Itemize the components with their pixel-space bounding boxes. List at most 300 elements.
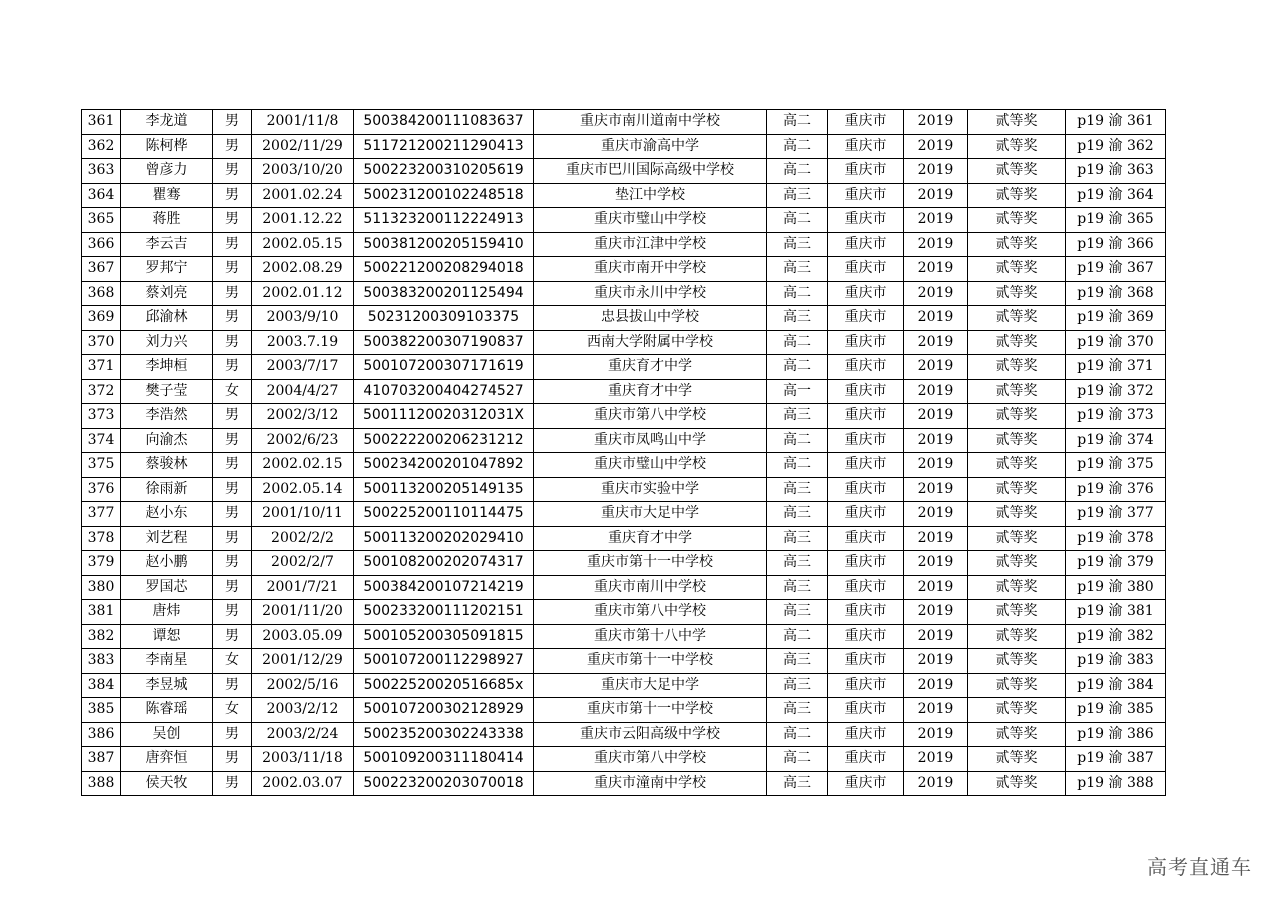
id-number-cell: 500107200302128929 — [354, 698, 534, 723]
city-cell: 重庆市 — [828, 330, 904, 355]
year-cell: 2019 — [904, 379, 968, 404]
birth-date-cell: 2003/7/17 — [252, 355, 354, 380]
year-cell: 2019 — [904, 649, 968, 674]
gender-cell: 男 — [213, 134, 252, 159]
grade-cell: 高三 — [767, 771, 828, 796]
gender-cell: 男 — [213, 502, 252, 527]
table-row — [82, 575, 1166, 600]
birth-date-cell: 2003.05.09 — [252, 624, 354, 649]
student-name-cell: 樊子莹 — [121, 379, 213, 404]
birth-date-cell: 2001.12.22 — [252, 208, 354, 233]
table-row — [82, 649, 1166, 674]
grade-cell: 高二 — [767, 110, 828, 135]
id-number-cell: 410703200404274527 — [354, 379, 534, 404]
certificate-id-cell: p19 渝 378 — [1066, 526, 1166, 551]
certificate-id-cell: p19 渝 363 — [1066, 159, 1166, 184]
school-name-cell: 重庆市潼南中学校 — [534, 771, 767, 796]
gender-cell: 男 — [213, 110, 252, 135]
student-name-cell: 谭恕 — [121, 624, 213, 649]
award-level-cell: 贰等奖 — [968, 575, 1066, 600]
birth-date-cell: 2001/11/8 — [252, 110, 354, 135]
gender-cell: 男 — [213, 428, 252, 453]
row-number-cell: 387 — [82, 747, 121, 772]
birth-date-cell: 2002/11/29 — [252, 134, 354, 159]
student-name-cell: 赵小东 — [121, 502, 213, 527]
row-number-cell: 372 — [82, 379, 121, 404]
certificate-id-cell: p19 渝 376 — [1066, 477, 1166, 502]
row-number-cell: 388 — [82, 771, 121, 796]
birth-date-cell: 2002.03.07 — [252, 771, 354, 796]
student-name-cell: 蔡骏林 — [121, 453, 213, 478]
city-cell: 重庆市 — [828, 110, 904, 135]
grade-cell: 高三 — [767, 575, 828, 600]
year-cell: 2019 — [904, 183, 968, 208]
grade-cell: 高二 — [767, 453, 828, 478]
certificate-id-cell: p19 渝 387 — [1066, 747, 1166, 772]
student-name-cell: 刘力兴 — [121, 330, 213, 355]
certificate-id-cell: p19 渝 364 — [1066, 183, 1166, 208]
grade-cell: 高三 — [767, 183, 828, 208]
certificate-id-cell: p19 渝 362 — [1066, 134, 1166, 159]
id-number-cell: 500113200202029410 — [354, 526, 534, 551]
id-number-cell: 500105200305091815 — [354, 624, 534, 649]
table-row — [82, 281, 1166, 306]
birth-date-cell: 2002.02.15 — [252, 453, 354, 478]
table-row — [82, 526, 1166, 551]
grade-cell: 高二 — [767, 159, 828, 184]
certificate-id-cell: p19 渝 381 — [1066, 600, 1166, 625]
table-row — [82, 771, 1166, 796]
row-number-cell: 361 — [82, 110, 121, 135]
grade-cell: 高三 — [767, 649, 828, 674]
table-row — [82, 134, 1166, 159]
school-name-cell: 重庆市第十一中学校 — [534, 698, 767, 723]
table-row — [82, 306, 1166, 331]
grade-cell: 高三 — [767, 673, 828, 698]
gender-cell: 男 — [213, 575, 252, 600]
gender-cell: 女 — [213, 649, 252, 674]
student-name-cell: 吴创 — [121, 722, 213, 747]
student-name-cell: 蔡刘亮 — [121, 281, 213, 306]
student-name-cell: 邱渝林 — [121, 306, 213, 331]
student-name-cell: 蒋胜 — [121, 208, 213, 233]
birth-date-cell: 2003/2/24 — [252, 722, 354, 747]
year-cell: 2019 — [904, 355, 968, 380]
award-level-cell: 贰等奖 — [968, 183, 1066, 208]
year-cell: 2019 — [904, 747, 968, 772]
row-number-cell: 370 — [82, 330, 121, 355]
school-name-cell: 重庆育才中学 — [534, 379, 767, 404]
grade-cell: 高三 — [767, 551, 828, 576]
school-name-cell: 重庆市南川中学校 — [534, 575, 767, 600]
grade-cell: 高二 — [767, 624, 828, 649]
city-cell: 重庆市 — [828, 428, 904, 453]
school-name-cell: 重庆育才中学 — [534, 526, 767, 551]
grade-cell: 高二 — [767, 722, 828, 747]
student-name-cell: 赵小鹏 — [121, 551, 213, 576]
row-number-cell: 373 — [82, 404, 121, 429]
year-cell: 2019 — [904, 404, 968, 429]
table-row — [82, 747, 1166, 772]
award-level-cell: 贰等奖 — [968, 306, 1066, 331]
city-cell: 重庆市 — [828, 134, 904, 159]
student-name-cell: 李坤桓 — [121, 355, 213, 380]
id-number-cell: 50022520020516685x — [354, 673, 534, 698]
birth-date-cell: 2002/2/7 — [252, 551, 354, 576]
school-name-cell: 重庆市璧山中学校 — [534, 208, 767, 233]
student-name-cell: 陈柯桦 — [121, 134, 213, 159]
certificate-id-cell: p19 渝 380 — [1066, 575, 1166, 600]
student-name-cell: 李云吉 — [121, 232, 213, 257]
certificate-id-cell: p19 渝 384 — [1066, 673, 1166, 698]
gender-cell: 男 — [213, 306, 252, 331]
award-level-cell: 贰等奖 — [968, 698, 1066, 723]
city-cell: 重庆市 — [828, 551, 904, 576]
row-number-cell: 375 — [82, 453, 121, 478]
certificate-id-cell: p19 渝 386 — [1066, 722, 1166, 747]
gender-cell: 男 — [213, 551, 252, 576]
school-name-cell: 忠县拔山中学校 — [534, 306, 767, 331]
certificate-id-cell: p19 渝 375 — [1066, 453, 1166, 478]
gender-cell: 男 — [213, 232, 252, 257]
id-number-cell: 500107200307171619 — [354, 355, 534, 380]
certificate-id-cell: p19 渝 369 — [1066, 306, 1166, 331]
birth-date-cell: 2003/2/12 — [252, 698, 354, 723]
id-number-cell: 500113200205149135 — [354, 477, 534, 502]
id-number-cell: 500109200311180414 — [354, 747, 534, 772]
id-number-cell: 500382200307190837 — [354, 330, 534, 355]
award-level-cell: 贰等奖 — [968, 747, 1066, 772]
gender-cell: 男 — [213, 330, 252, 355]
gender-cell: 男 — [213, 624, 252, 649]
grade-cell: 高二 — [767, 747, 828, 772]
award-level-cell: 贰等奖 — [968, 477, 1066, 502]
student-name-cell: 向渝杰 — [121, 428, 213, 453]
grade-cell: 高三 — [767, 306, 828, 331]
year-cell: 2019 — [904, 526, 968, 551]
table-row — [82, 208, 1166, 233]
grade-cell: 高三 — [767, 257, 828, 282]
birth-date-cell: 2002.05.14 — [252, 477, 354, 502]
award-level-cell: 贰等奖 — [968, 379, 1066, 404]
city-cell: 重庆市 — [828, 698, 904, 723]
table-row — [82, 330, 1166, 355]
id-number-cell: 500233200111202151 — [354, 600, 534, 625]
city-cell: 重庆市 — [828, 257, 904, 282]
table-row — [82, 428, 1166, 453]
gender-cell: 男 — [213, 722, 252, 747]
student-name-cell: 瞿骞 — [121, 183, 213, 208]
row-number-cell: 368 — [82, 281, 121, 306]
table-row — [82, 698, 1166, 723]
year-cell: 2019 — [904, 330, 968, 355]
grade-cell: 高二 — [767, 134, 828, 159]
gender-cell: 男 — [213, 477, 252, 502]
gender-cell: 女 — [213, 698, 252, 723]
year-cell: 2019 — [904, 453, 968, 478]
id-number-cell: 500384200111083637 — [354, 110, 534, 135]
table-row — [82, 257, 1166, 282]
student-name-cell: 罗邦宁 — [121, 257, 213, 282]
birth-date-cell: 2003/11/18 — [252, 747, 354, 772]
award-level-cell: 贰等奖 — [968, 673, 1066, 698]
row-number-cell: 369 — [82, 306, 121, 331]
birth-date-cell: 2002/2/2 — [252, 526, 354, 551]
id-number-cell: 500381200205159410 — [354, 232, 534, 257]
gender-cell: 男 — [213, 183, 252, 208]
row-number-cell: 378 — [82, 526, 121, 551]
id-number-cell: 50231200309103375 — [354, 306, 534, 331]
birth-date-cell: 2002.01.12 — [252, 281, 354, 306]
school-name-cell: 重庆市大足中学 — [534, 502, 767, 527]
grade-cell: 高三 — [767, 502, 828, 527]
award-level-cell: 贰等奖 — [968, 330, 1066, 355]
year-cell: 2019 — [904, 698, 968, 723]
gender-cell: 男 — [213, 208, 252, 233]
city-cell: 重庆市 — [828, 404, 904, 429]
gender-cell: 男 — [213, 673, 252, 698]
school-name-cell: 重庆市第八中学校 — [534, 404, 767, 429]
award-level-cell: 贰等奖 — [968, 526, 1066, 551]
award-level-cell: 贰等奖 — [968, 404, 1066, 429]
gender-cell: 男 — [213, 747, 252, 772]
city-cell: 重庆市 — [828, 208, 904, 233]
birth-date-cell: 2002.05.15 — [252, 232, 354, 257]
school-name-cell: 重庆市大足中学 — [534, 673, 767, 698]
table-row — [82, 600, 1166, 625]
award-level-cell: 贰等奖 — [968, 722, 1066, 747]
grade-cell: 高三 — [767, 232, 828, 257]
gender-cell: 女 — [213, 379, 252, 404]
row-number-cell: 377 — [82, 502, 121, 527]
grade-cell: 高三 — [767, 526, 828, 551]
city-cell: 重庆市 — [828, 624, 904, 649]
certificate-id-cell: p19 渝 366 — [1066, 232, 1166, 257]
award-level-cell: 贰等奖 — [968, 428, 1066, 453]
birth-date-cell: 2003/9/10 — [252, 306, 354, 331]
grade-cell: 高二 — [767, 330, 828, 355]
city-cell: 重庆市 — [828, 477, 904, 502]
id-number-cell: 511721200211290413 — [354, 134, 534, 159]
certificate-id-cell: p19 渝 365 — [1066, 208, 1166, 233]
gender-cell: 男 — [213, 404, 252, 429]
gender-cell: 男 — [213, 281, 252, 306]
certificate-id-cell: p19 渝 371 — [1066, 355, 1166, 380]
table-row — [82, 722, 1166, 747]
school-name-cell: 重庆市巴川国际高级中学校 — [534, 159, 767, 184]
city-cell: 重庆市 — [828, 183, 904, 208]
city-cell: 重庆市 — [828, 722, 904, 747]
id-number-cell: 500231200102248518 — [354, 183, 534, 208]
row-number-cell: 383 — [82, 649, 121, 674]
table-row — [82, 673, 1166, 698]
award-table — [81, 109, 1166, 796]
school-name-cell: 重庆市第八中学校 — [534, 600, 767, 625]
table-row — [82, 110, 1166, 135]
award-level-cell: 贰等奖 — [968, 502, 1066, 527]
gender-cell: 男 — [213, 453, 252, 478]
school-name-cell: 重庆育才中学 — [534, 355, 767, 380]
school-name-cell: 重庆市凤鸣山中学 — [534, 428, 767, 453]
award-level-cell: 贰等奖 — [968, 232, 1066, 257]
id-number-cell: 500107200112298927 — [354, 649, 534, 674]
student-name-cell: 唐炜 — [121, 600, 213, 625]
row-number-cell: 366 — [82, 232, 121, 257]
table-row — [82, 453, 1166, 478]
table-row — [82, 624, 1166, 649]
year-cell: 2019 — [904, 673, 968, 698]
table-row — [82, 379, 1166, 404]
school-name-cell: 重庆市江津中学校 — [534, 232, 767, 257]
city-cell: 重庆市 — [828, 600, 904, 625]
certificate-id-cell: p19 渝 377 — [1066, 502, 1166, 527]
award-level-cell: 贰等奖 — [968, 355, 1066, 380]
school-name-cell: 重庆市渝高中学 — [534, 134, 767, 159]
watermark-text: 高考直通车 — [1147, 855, 1252, 879]
school-name-cell: 西南大学附属中学校 — [534, 330, 767, 355]
row-number-cell: 364 — [82, 183, 121, 208]
year-cell: 2019 — [904, 306, 968, 331]
student-name-cell: 徐雨新 — [121, 477, 213, 502]
student-name-cell: 罗国芯 — [121, 575, 213, 600]
year-cell: 2019 — [904, 624, 968, 649]
table-row — [82, 183, 1166, 208]
grade-cell: 高三 — [767, 698, 828, 723]
student-name-cell: 刘艺程 — [121, 526, 213, 551]
award-level-cell: 贰等奖 — [968, 453, 1066, 478]
row-number-cell: 380 — [82, 575, 121, 600]
year-cell: 2019 — [904, 722, 968, 747]
id-number-cell: 50011120020312031X — [354, 404, 534, 429]
id-number-cell: 500108200202074317 — [354, 551, 534, 576]
certificate-id-cell: p19 渝 374 — [1066, 428, 1166, 453]
id-number-cell: 500383200201125494 — [354, 281, 534, 306]
table-row — [82, 551, 1166, 576]
row-number-cell: 386 — [82, 722, 121, 747]
id-number-cell: 500222200206231212 — [354, 428, 534, 453]
table-row — [82, 355, 1166, 380]
grade-cell: 高三 — [767, 600, 828, 625]
birth-date-cell: 2001/10/11 — [252, 502, 354, 527]
student-name-cell: 唐弈恒 — [121, 747, 213, 772]
school-name-cell: 重庆市南川道南中学校 — [534, 110, 767, 135]
year-cell: 2019 — [904, 771, 968, 796]
award-level-cell: 贰等奖 — [968, 624, 1066, 649]
row-number-cell: 365 — [82, 208, 121, 233]
award-level-cell: 贰等奖 — [968, 649, 1066, 674]
grade-cell: 高二 — [767, 208, 828, 233]
certificate-id-cell: p19 渝 373 — [1066, 404, 1166, 429]
birth-date-cell: 2004/4/27 — [252, 379, 354, 404]
award-level-cell: 贰等奖 — [968, 551, 1066, 576]
city-cell: 重庆市 — [828, 306, 904, 331]
school-name-cell: 重庆市璧山中学校 — [534, 453, 767, 478]
award-level-cell: 贰等奖 — [968, 134, 1066, 159]
id-number-cell: 500225200110114475 — [354, 502, 534, 527]
year-cell: 2019 — [904, 208, 968, 233]
id-number-cell: 500223200310205619 — [354, 159, 534, 184]
city-cell: 重庆市 — [828, 355, 904, 380]
id-number-cell: 500221200208294018 — [354, 257, 534, 282]
city-cell: 重庆市 — [828, 747, 904, 772]
award-level-cell: 贰等奖 — [968, 771, 1066, 796]
table-row — [82, 477, 1166, 502]
school-name-cell: 重庆市第八中学校 — [534, 747, 767, 772]
certificate-id-cell: p19 渝 368 — [1066, 281, 1166, 306]
row-number-cell: 371 — [82, 355, 121, 380]
award-level-cell: 贰等奖 — [968, 159, 1066, 184]
id-number-cell: 511323200112224913 — [354, 208, 534, 233]
award-level-cell: 贰等奖 — [968, 208, 1066, 233]
row-number-cell: 381 — [82, 600, 121, 625]
birth-date-cell: 2001/11/20 — [252, 600, 354, 625]
grade-cell: 高一 — [767, 379, 828, 404]
year-cell: 2019 — [904, 428, 968, 453]
birth-date-cell: 2003.7.19 — [252, 330, 354, 355]
row-number-cell: 376 — [82, 477, 121, 502]
certificate-id-cell: p19 渝 382 — [1066, 624, 1166, 649]
row-number-cell: 385 — [82, 698, 121, 723]
row-number-cell: 382 — [82, 624, 121, 649]
certificate-id-cell: p19 渝 372 — [1066, 379, 1166, 404]
school-name-cell: 垫江中学校 — [534, 183, 767, 208]
row-number-cell: 374 — [82, 428, 121, 453]
student-name-cell: 李浩然 — [121, 404, 213, 429]
award-level-cell: 贰等奖 — [968, 281, 1066, 306]
student-name-cell: 侯天牧 — [121, 771, 213, 796]
city-cell: 重庆市 — [828, 526, 904, 551]
birth-date-cell: 2002/3/12 — [252, 404, 354, 429]
row-number-cell: 379 — [82, 551, 121, 576]
year-cell: 2019 — [904, 134, 968, 159]
gender-cell: 男 — [213, 600, 252, 625]
id-number-cell: 500235200302243338 — [354, 722, 534, 747]
certificate-id-cell: p19 渝 367 — [1066, 257, 1166, 282]
city-cell: 重庆市 — [828, 159, 904, 184]
student-name-cell: 曾彦力 — [121, 159, 213, 184]
table-row — [82, 404, 1166, 429]
school-name-cell: 重庆市实验中学 — [534, 477, 767, 502]
birth-date-cell: 2002.08.29 — [252, 257, 354, 282]
year-cell: 2019 — [904, 257, 968, 282]
award-level-cell: 贰等奖 — [968, 257, 1066, 282]
table-row — [82, 232, 1166, 257]
certificate-id-cell: p19 渝 379 — [1066, 551, 1166, 576]
id-number-cell: 500384200107214219 — [354, 575, 534, 600]
city-cell: 重庆市 — [828, 649, 904, 674]
certificate-id-cell: p19 渝 370 — [1066, 330, 1166, 355]
certificate-id-cell: p19 渝 361 — [1066, 110, 1166, 135]
student-name-cell: 李南星 — [121, 649, 213, 674]
school-name-cell: 重庆市永川中学校 — [534, 281, 767, 306]
school-name-cell: 重庆市南开中学校 — [534, 257, 767, 282]
table-body — [82, 110, 1166, 796]
birth-date-cell: 2003/10/20 — [252, 159, 354, 184]
year-cell: 2019 — [904, 281, 968, 306]
city-cell: 重庆市 — [828, 232, 904, 257]
student-name-cell: 李龙道 — [121, 110, 213, 135]
birth-date-cell: 2002/5/16 — [252, 673, 354, 698]
year-cell: 2019 — [904, 600, 968, 625]
student-name-cell: 李昱城 — [121, 673, 213, 698]
grade-cell: 高二 — [767, 281, 828, 306]
city-cell: 重庆市 — [828, 281, 904, 306]
year-cell: 2019 — [904, 575, 968, 600]
row-number-cell: 362 — [82, 134, 121, 159]
birth-date-cell: 2002/6/23 — [252, 428, 354, 453]
certificate-id-cell: p19 渝 388 — [1066, 771, 1166, 796]
year-cell: 2019 — [904, 477, 968, 502]
